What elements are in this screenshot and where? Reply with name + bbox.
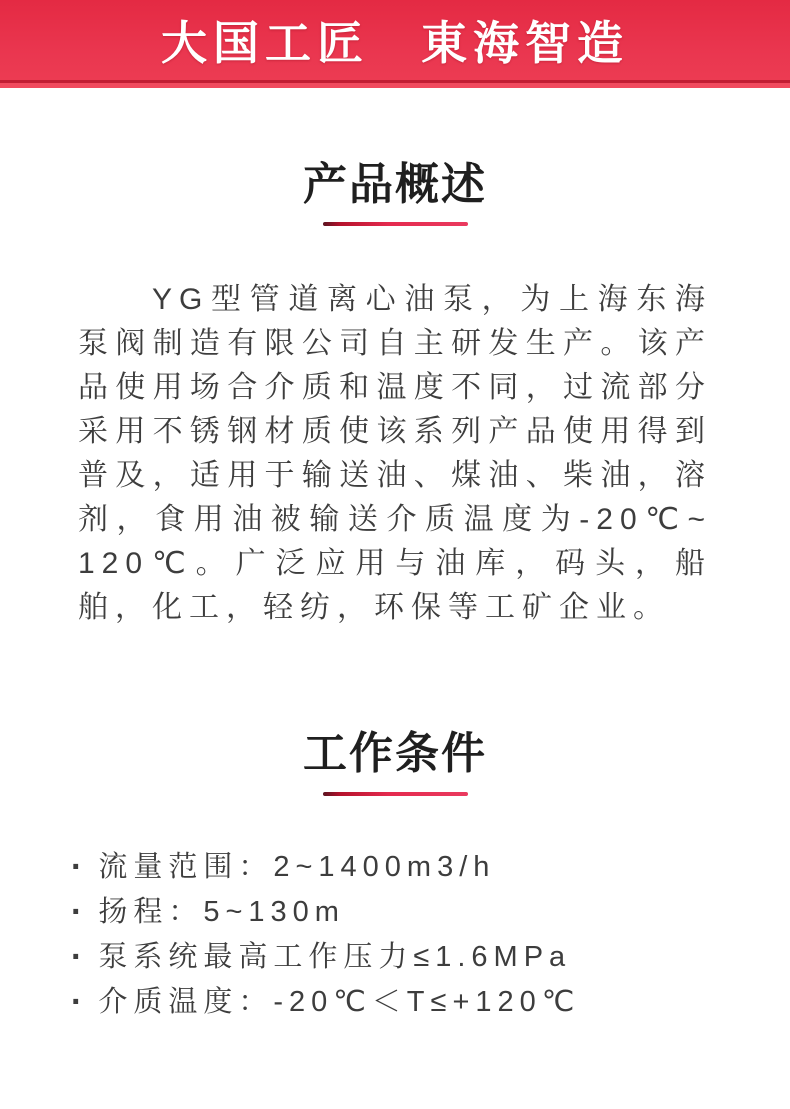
bullet-icon: · (71, 937, 89, 976)
list-item-text: 扬程：5~130m (98, 895, 345, 928)
title-underline (323, 222, 468, 226)
title-underline (323, 792, 468, 796)
list-item-text: 流量范围：2~1400m3/h (98, 850, 496, 883)
banner-title: 大国工匠 東海智造 (161, 17, 629, 69)
bullet-icon: · (71, 982, 89, 1021)
list-item-text: 介质温度：-20℃＜T≤+120℃ (98, 985, 581, 1018)
banner-header (0, 0, 790, 83)
list-item (71, 982, 719, 1021)
bullet-icon: · (71, 847, 89, 886)
list-item (71, 892, 719, 931)
bullet-icon: · (71, 892, 89, 931)
list-item (71, 847, 719, 886)
section-conditions-header (0, 730, 790, 795)
overview-section-title: 产品概述 (303, 160, 487, 209)
overview-paragraph: YG型管道离心油泵，为上海东海泵阀制造有限公司自主研发生产。该产品使用场合介质和温度不同，过流部分采用不锈钢材质使该系列产品使用得到普及，适用于输送油、煤油、柴油，溶剂，食用油被输送介质温度为-20℃~120℃。广泛应用与油库，码头，船舶，化工，轻纺，环保等工矿企业。 (78, 283, 712, 625)
conditions-section-title: 工作条件 (303, 729, 487, 779)
condition-list (71, 847, 719, 1021)
list-item-text: 泵系统最高工作压力≤1.6MPa (98, 940, 572, 973)
list-item (71, 937, 719, 976)
section-overview-header (0, 161, 790, 226)
